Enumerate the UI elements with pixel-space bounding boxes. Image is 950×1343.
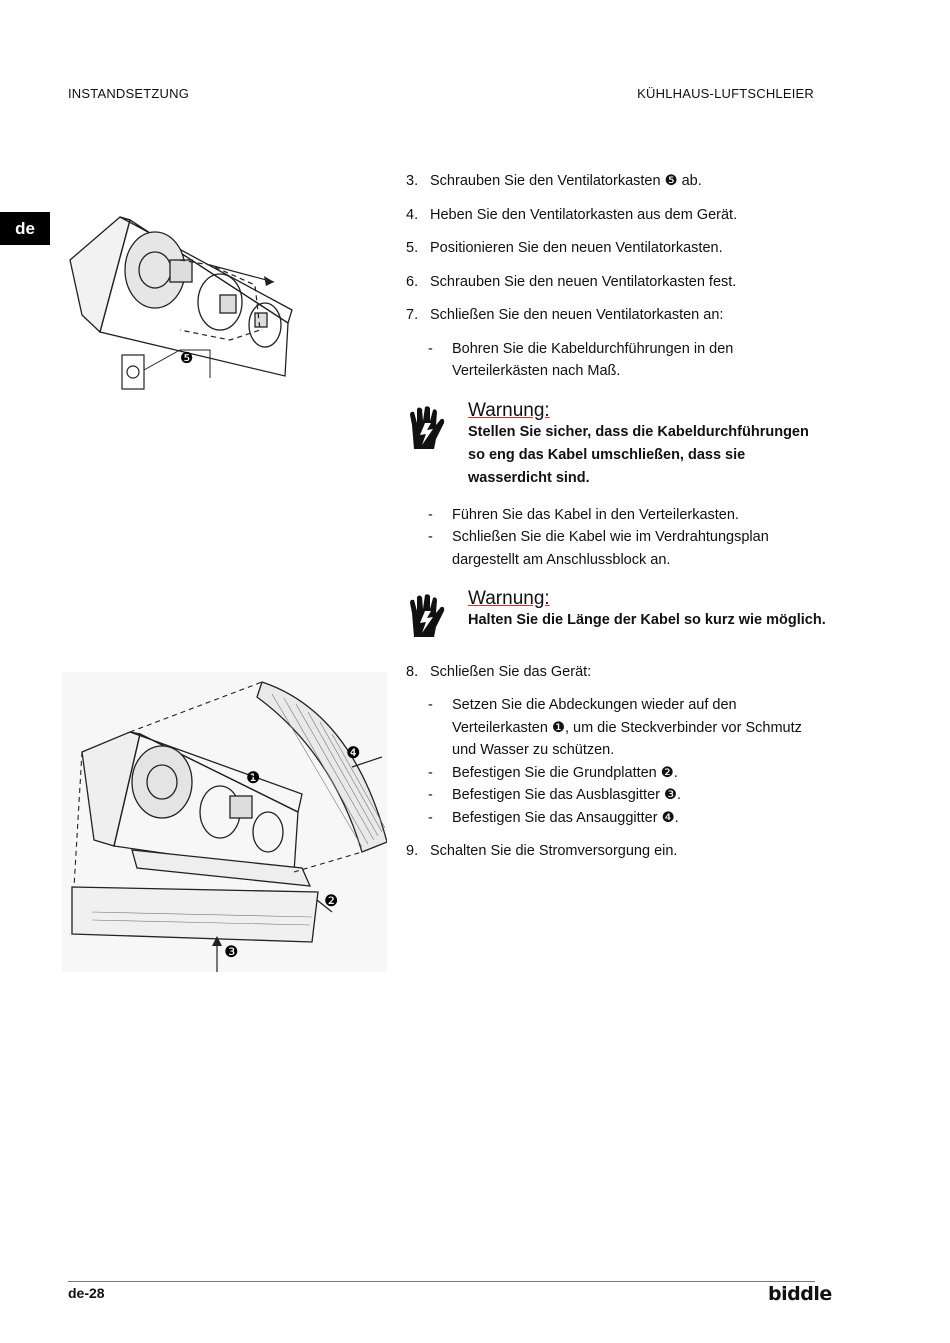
substep: - Bohren Sie die Kabeldurchführungen in den Verteilerkästen nach Maß. — [428, 340, 734, 379]
step-7-substeps-a — [406, 338, 826, 383]
footer-divider — [68, 1281, 815, 1282]
warning-text-2: Halten Sie die Länge der Kabel so kurz wie möglich. — [468, 612, 826, 628]
step-8-substeps — [406, 694, 826, 829]
language-tab: de — [0, 212, 50, 245]
callout-1: ❶ — [246, 768, 261, 787]
substep: - Schließen Sie die Kabel wie im Verdrahtungsplan dargestellt am Anschlussblock an. — [428, 529, 769, 568]
substep: - Setzen Sie die Abdeckungen wieder auf den Verteilerkasten ❶, um die Steckverbinder vor Schmutz und Wasser zu schützen. — [428, 697, 802, 758]
step-5: 5. Positionieren Sie den neuen Ventilatorkasten. — [406, 240, 723, 256]
page-number: de-28 — [68, 1285, 105, 1301]
substep: - Befestigen Sie das Ansauggitter ❹. — [428, 809, 679, 826]
header-right-product-title: KÜHLHAUS-LUFTSCHLEIER — [637, 86, 814, 101]
step-3: 3. Schrauben Sie den Ventilatorkasten ❺ ab. — [406, 173, 702, 189]
step-6: 6. Schrauben Sie den neuen Ventilatorkasten fest. — [406, 273, 737, 290]
warning-hand-icon — [406, 401, 468, 490]
substep: - Befestigen Sie die Grundplatten ❷. — [428, 764, 678, 781]
header-left-section-title: INSTANDSETZUNG — [68, 86, 190, 101]
warning-block-1 — [406, 401, 826, 490]
step-4: 4. Heben Sie den Ventilatorkasten aus dem Gerät. — [406, 206, 738, 223]
warning-text-1: Stellen Sie sicher, dass die Kabeldurchführungen so eng das Kabel umschließen, dass sie wasserdicht sind. — [468, 423, 809, 486]
substep: - Führen Sie das Kabel in den Verteilerkasten. — [428, 506, 739, 523]
warning-hand-icon — [406, 589, 468, 647]
step-8: 8. Schließen Sie das Gerät: — [406, 663, 592, 680]
brand-logo: biddle — [768, 1283, 832, 1305]
callout-2: ❷ — [324, 891, 339, 910]
step-7-substeps-b — [406, 504, 826, 572]
callout-3: ❸ — [224, 942, 239, 961]
step-9: 9. Schalten Sie die Stromversorgung ein. — [406, 843, 678, 859]
callout-5: ❺ — [180, 349, 194, 367]
fan-box-figure — [60, 190, 380, 405]
warning-title-1: Warnung: — [468, 399, 550, 421]
instruction-column — [406, 170, 826, 874]
callout-4: ❹ — [346, 743, 361, 762]
step-7: 7. Schließen Sie den neuen Ventilatorkasten an: — [406, 307, 724, 323]
substep: - Befestigen Sie das Ausblasgitter ❸. — [428, 787, 682, 803]
warning-block-2 — [406, 589, 826, 647]
unit-assembly-figure — [62, 672, 387, 972]
warning-title-2: Warnung: — [468, 588, 550, 609]
